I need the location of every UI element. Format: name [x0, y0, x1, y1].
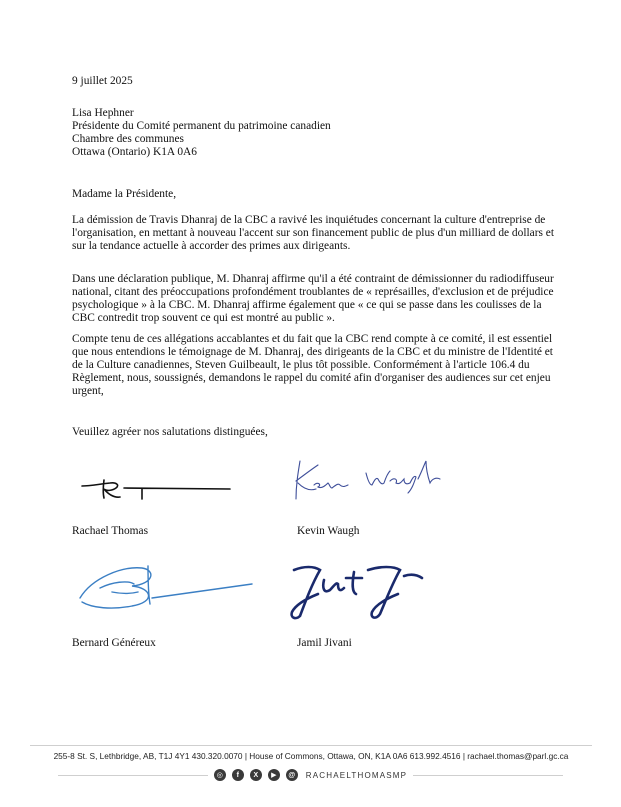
closing: Veuillez agréer nos salutations distinguées, — [72, 426, 268, 438]
signatory-name: Jamil Jivani — [297, 637, 352, 649]
threads-icon[interactable]: @ — [286, 769, 298, 781]
signature-jamil-jivani — [284, 560, 434, 625]
signature-kevin-waugh — [292, 455, 472, 505]
footer-contact: 255-8 St. S, Lethbridge, AB, T1J 4Y1 430.320.0070 | House of Commons, Ottawa, ON, K1A 0A6 613.992.4516 | rachael.thomas@parl.gc.ca — [53, 751, 569, 761]
address-line: Ottawa (Ontario) K1A 0A6 — [72, 146, 197, 158]
paragraph-2: Dans une déclaration publique, M. Dhanraj affirme qu'il a été contraint de démissionner du radiodiffuseur national, citant des préoccupations profondément troublantes de « représailles, d'exclusion et de préjudice psychologique » à la CBC. M. Dhanraj affirme également que « ce qui se passe dans les coulisses de la CBC contredit trop souvent ce qui est montré au public ». — [72, 273, 554, 324]
salutation: Madame la Présidente, — [72, 188, 177, 200]
signature-bernard-genereux — [72, 558, 257, 618]
facebook-icon[interactable]: f — [232, 769, 244, 781]
address-line: Présidente du Comité permanent du patrimoine canadien — [72, 120, 331, 132]
social-divider-right — [413, 775, 563, 776]
x-icon[interactable]: X — [250, 769, 262, 781]
instagram-icon[interactable]: ◎ — [214, 769, 226, 781]
address-line: Lisa Hephner — [72, 107, 134, 119]
social-divider-left — [58, 775, 208, 776]
signatory-name: Rachael Thomas — [72, 525, 149, 537]
paragraph-3: Compte tenu de ces allégations accablantes et du fait que la CBC rend compte à ce comité, il est essentiel que nous entendions le témoignage de M. Dhanraj, des dirigeants de la CBC et du ministre de l'Identité et de la Culture canadiennes, Steven Guilbeault, le plus tôt possible. Conformément à l'article 106.4 du Règlement, nous, soussignés, demandons le rappel du comité afin d'organiser des audiences sur cet enjeu urgent, — [72, 333, 553, 397]
signatory-name: Kevin Waugh — [297, 525, 360, 537]
address-line: Chambre des communes — [72, 133, 184, 145]
signature-rachael-thomas — [80, 468, 240, 508]
signatory-name: Bernard Généreux — [72, 637, 156, 649]
youtube-icon[interactable]: ▶ — [268, 769, 280, 781]
social-handle[interactable]: RACHAELTHOMASMP — [305, 770, 408, 780]
footer-divider — [30, 745, 592, 746]
social-bar — [0, 769, 621, 781]
letter-date: 9 juillet 2025 — [72, 75, 133, 87]
recipient-address — [72, 107, 558, 159]
paragraph-1: La démission de Travis Dhanraj de la CBC a ravivé les inquiétudes concernant la culture d'entreprise de l'organisation, en mettant à nouveau l'accent sur son financement public de plus d'un milliard de dollars et sur la tendance actuelle à accorder des primes aux dirigeants. — [72, 214, 555, 252]
